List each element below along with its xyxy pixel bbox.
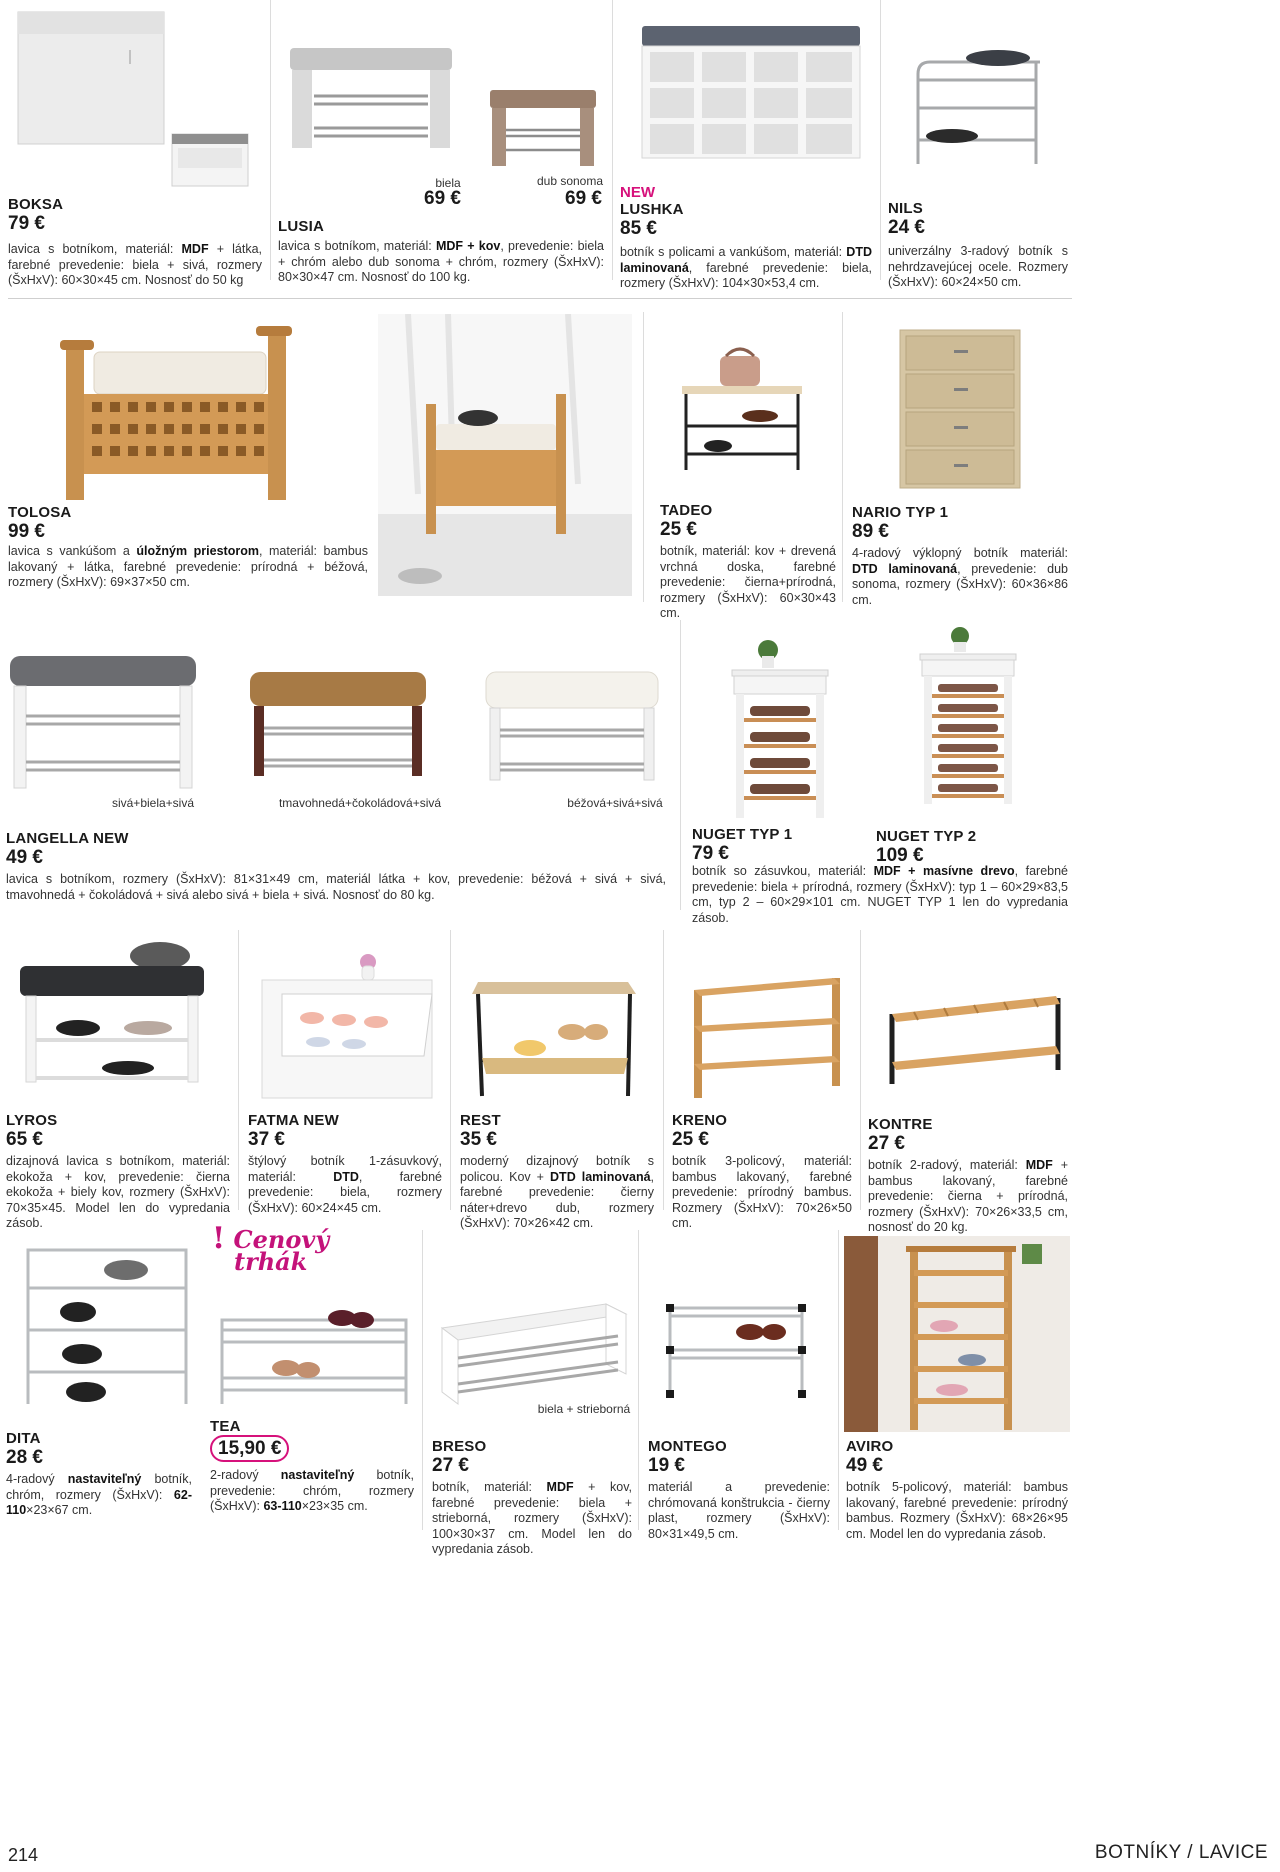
lusia-card <box>278 218 604 286</box>
page-number: 214 <box>8 1845 39 1865</box>
rest-price: 35 € <box>460 1129 497 1150</box>
boksa-card <box>8 196 262 289</box>
nuget-typ2-price: 109 € <box>876 845 924 866</box>
langella-description: lavica s botníkom, rozmery (ŠxHxV): 81×31×49 cm, materiál látka + kov, prevedenie: béžová + sivá + sivá, tmavohnedá + čokoládová + sivá alebo sivá + biela + sivá. Nosnosť do 80 kg. <box>6 872 666 902</box>
lushka-new-tag: NEW <box>620 184 655 201</box>
lusia-variant1-label: biela <box>435 176 461 190</box>
tolosa-image <box>56 322 296 502</box>
kontre-name: KONTRE <box>868 1116 933 1133</box>
badge-line2: trhák <box>234 1247 308 1276</box>
lusia-variant2-label: dub sonoma <box>536 174 604 188</box>
langella-card <box>6 830 666 903</box>
lushka-description: botník s policami a vankúšom, materiál: DTD laminovaná, farebné prevedenie: biela, rozmery (ŠxHxV): 104×30×53,4 cm. <box>620 245 872 290</box>
langella-beige-image <box>484 668 660 784</box>
lusia-variant2-price: 69 € <box>565 188 602 209</box>
tea-name: TEA <box>210 1418 241 1435</box>
lushka-price: 85 € <box>620 218 657 239</box>
nils-name: NILS <box>888 200 923 217</box>
fatma-description: štýlový botník 1-zásuvkový, materiál: DTD, farebné prevedenie: biela, rozmery (ŠxHxV): 60×24×45 cm. <box>248 1154 443 1215</box>
nario-card <box>852 504 1068 608</box>
lyros-image <box>18 936 208 1086</box>
tadeo-card <box>660 502 836 622</box>
lushka-name: LUSHKA <box>620 201 684 218</box>
aviro-image <box>844 1236 1070 1432</box>
nario-price: 89 € <box>852 521 889 542</box>
lusia-name: LUSIA <box>278 218 324 235</box>
kreno-card <box>672 1112 852 1232</box>
nils-description: univerzálny 3-radový botník s nehrdzavejúcej ocele. Rozmery (ŠxHxV): 60×24×50 cm. <box>888 244 1068 289</box>
lyros-card <box>6 1112 230 1232</box>
boksa-price: 79 € <box>8 213 45 234</box>
fatma-image <box>258 948 438 1100</box>
breso-price: 27 € <box>432 1455 469 1476</box>
boksa-name: BOKSA <box>8 196 64 213</box>
langella-price: 49 € <box>6 847 43 868</box>
nuget-typ1-name: NUGET TYP 1 <box>692 826 793 843</box>
tolosa-card <box>8 504 368 591</box>
montego-price: 19 € <box>648 1455 685 1476</box>
aviro-name: AVIRO <box>846 1438 894 1455</box>
section-title: BOTNÍKY / LAVICE <box>1094 1842 1268 1863</box>
dita-card <box>6 1430 192 1519</box>
rest-image <box>468 960 640 1100</box>
montego-name: MONTEGO <box>648 1438 727 1455</box>
langella-variant1-label: sivá+biela+sivá <box>111 796 195 810</box>
nils-image <box>900 44 1050 168</box>
rest-name: REST <box>460 1112 501 1129</box>
nuget-typ1-header <box>692 826 862 864</box>
dita-price: 28 € <box>6 1447 43 1468</box>
lyros-price: 65 € <box>6 1129 43 1150</box>
tolosa-price: 99 € <box>8 521 45 542</box>
lushka-image <box>640 24 864 164</box>
rest-description: moderný dizajnový botník s policou. Kov + DTD laminovaná, farebné prevedenie: čierny náter+drevo dub, rozmery (ŠxHxV): 70×26×42 cm. <box>460 1154 655 1230</box>
nils-price: 24 € <box>888 217 925 238</box>
dita-name: DITA <box>6 1430 41 1447</box>
nario-name: NARIO TYP 1 <box>852 504 949 521</box>
lyros-name: LYROS <box>6 1112 58 1129</box>
aviro-card <box>846 1438 1068 1542</box>
nario-description: 4-radový výklopný botník materiál: DTD laminovaná, prevedenie: dub sonoma, rozmery (ŠxHxV): 60×36×86 cm. <box>852 546 1068 607</box>
langella-name: LANGELLA NEW <box>6 830 129 847</box>
montego-card <box>648 1438 830 1542</box>
exclamation-icon: ! <box>212 1221 226 1256</box>
lushka-card <box>620 184 872 292</box>
nuget-typ2-name: NUGET TYP 2 <box>876 828 977 845</box>
nuget-typ2-image <box>916 626 1020 806</box>
nils-card <box>888 200 1068 291</box>
fatma-price: 37 € <box>248 1129 285 1150</box>
tea-price: 15,90 € <box>210 1435 289 1462</box>
tolosa-name: TOLOSA <box>8 504 72 521</box>
nuget-description: botník so zásuvkou, materiál: MDF + masívne drevo, farebné prevedenie: biela + prírodná, rozmery (ŠxHxV): typ 1 – 60×29×83,5 cm, typ 2 – 60×29×101 cm. NUGET TYP 1 len do vypredania zásob. <box>692 864 1069 925</box>
kreno-image <box>688 972 846 1100</box>
tolosa-description: lavica s vankúšom a úložným priestorom, materiál: bambus lakovaný + látka, farebné prevedenie: prírodná + béžová, rozmery (ŠxHxV): 69×37×50 cm. <box>8 544 368 589</box>
breso-card <box>432 1438 632 1558</box>
kontre-card <box>868 1116 1068 1236</box>
boksa-image <box>14 8 264 188</box>
kreno-name: KRENO <box>672 1112 728 1129</box>
nuget-typ1-image <box>728 636 832 820</box>
tea-description: 2-radový nastaviteľný botník, prevedenie: chróm, rozmery (ŠxHxV): 63-110×23×35 cm. <box>210 1468 414 1513</box>
breso-variant-label: biela + strieborná <box>537 1402 631 1416</box>
tadeo-name: TADEO <box>660 502 713 519</box>
nuget-typ2-header <box>876 828 1046 866</box>
breso-image <box>436 1300 630 1408</box>
breso-name: BRESO <box>432 1438 487 1455</box>
langella-grey-image <box>8 652 200 792</box>
badge-line1: Cenový <box>233 1225 330 1254</box>
fatma-card <box>248 1112 442 1216</box>
langella-variant2-label: tmavohnedá+čokoládová+sivá <box>278 796 442 810</box>
aviro-price: 49 € <box>846 1455 883 1476</box>
nario-image <box>898 328 1024 490</box>
kontre-price: 27 € <box>868 1133 905 1154</box>
lusia-description: lavica s botníkom, materiál: MDF + kov, prevedenie: biela + chróm alebo dub sonoma + chróm, rozmery (ŠxHxV): 80×30×47 cm. Nosnosť do 100 kg. <box>278 239 604 284</box>
kreno-description: botník 3-policový, materiál: bambus lakovaný, farebné prevedenie: prírodný bambus. Rozmery (ŠxHxV): 70×26×50 cm. <box>672 1154 852 1230</box>
lusia-variant1-price: 69 € <box>424 188 461 209</box>
aviro-description: botník 5-policový, materiál: bambus lakovaný, farebné prevedenie: prírodný bambus. Rozmery (ŠxHxV): 68×26×95 cm. Model len do vypredania zásob. <box>846 1480 1068 1541</box>
lyros-description: dizajnová lavica s botníkom, materiál: ekokoža + kov, prevedenie: čierna ekokoža + biely kov, rozmery (ŠxHxV): 70×35×45. Model len do vypredania zásob. <box>6 1154 230 1230</box>
cenovy-trhak-badge <box>212 1221 330 1276</box>
tea-image <box>216 1296 412 1406</box>
kreno-price: 25 € <box>672 1129 709 1150</box>
tea-price-wrap <box>210 1435 414 1462</box>
dita-description: 4-radový nastaviteľný botník, chróm, rozmery (ŠxHxV): 62-110×23×67 cm. <box>6 1472 192 1517</box>
langella-variant3-label: béžová+sivá+sivá <box>567 796 663 810</box>
kontre-description: botník 2-radový, materiál: MDF + bambus lakovaný, farebné prevedenie: čierna + prírodná, rozmery (ŠxHxV): 70×26×33,5 cm, nosnosť do 20 kg. <box>868 1158 1068 1234</box>
tadeo-description: botník, materiál: kov + drevená vrchná doska, farebné prevedenie: čierna+prírodná, rozmery (ŠxHxV): 60×30×43 cm. <box>660 544 836 620</box>
montego-description: materiál a prevedenie: chrómovaná konštrukcia - čierny plast, rozmery (ŠxHxV): 80×31×49,5 cm. <box>648 1480 830 1541</box>
rest-card <box>460 1112 654 1232</box>
kontre-image <box>884 990 1066 1088</box>
tea-card <box>210 1418 414 1515</box>
langella-brown-image <box>248 668 430 778</box>
nuget-typ1-price: 79 € <box>692 843 729 864</box>
tadeo-price: 25 € <box>660 519 697 540</box>
tadeo-image <box>680 344 804 474</box>
lusia-image <box>284 40 604 170</box>
fatma-name: FATMA NEW <box>248 1112 339 1129</box>
dita-image <box>22 1230 194 1406</box>
boksa-description: lavica s botníkom, materiál: MDF + látka, farebné prevedenie: biela + sivá, rozmery (ŠxHxV): 60×30×45 cm. Nosnosť do 50 kg <box>8 242 263 287</box>
breso-description: botník, materiál: MDF + kov, farebné prevedenie: biela + strieborná, rozmery (ŠxHxV): 100×30×37 cm. Model len do vypredania zásob. <box>432 1480 633 1556</box>
tolosa-lifestyle-image <box>378 314 632 596</box>
montego-image <box>662 1298 810 1402</box>
